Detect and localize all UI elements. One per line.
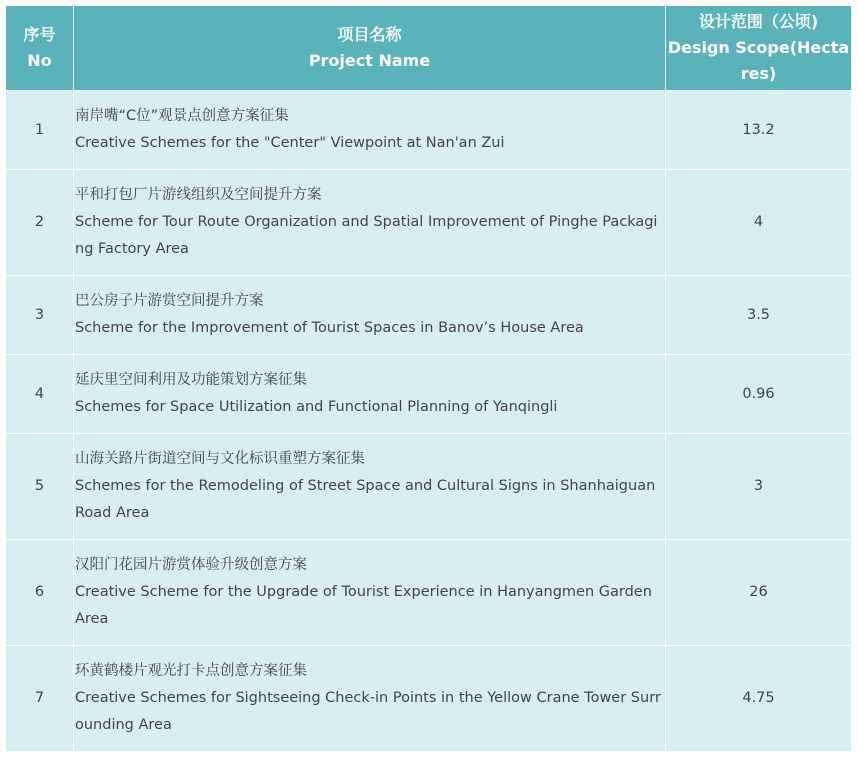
project-name-en: Creative Schemes for Sightseeing Check-in Points in the Yellow Crane Tower Surrounding Area	[75, 690, 661, 733]
header-no-zh: 序号	[23, 25, 56, 44]
row-project-name	[74, 276, 666, 355]
row-no: 5	[6, 434, 74, 540]
project-name-zh: 汉阳门花园片游赏体验升级创意方案	[75, 557, 307, 573]
row-design-scope: 4.75	[666, 646, 852, 752]
table-row	[6, 646, 852, 752]
row-design-scope: 3	[666, 434, 852, 540]
project-name-en: Scheme for the Improvement of Tourist Spaces in Banov’s House Area	[75, 320, 584, 336]
row-design-scope: 3.5	[666, 276, 852, 355]
table-row	[6, 170, 852, 276]
row-design-scope: 13.2	[666, 91, 852, 170]
row-project-name	[74, 355, 666, 434]
project-name-en: Scheme for Tour Route Organization and Spatial Improvement of Pinghe Packaging Factory Area	[75, 214, 658, 257]
row-project-name	[74, 540, 666, 646]
header-scope-zh: 设计范围（公顷)	[698, 12, 819, 31]
table-row	[6, 91, 852, 170]
project-name-zh: 南岸嘴“C位”观景点创意方案征集	[75, 108, 289, 124]
row-project-name	[74, 434, 666, 540]
project-name-en: Creative Schemes for the "Center" Viewpoint at Nan'an Zui	[75, 135, 505, 151]
row-design-scope: 4	[666, 170, 852, 276]
row-project-name	[74, 646, 666, 752]
row-project-name	[74, 91, 666, 170]
project-name-zh: 环黄鹤楼片观光打卡点创意方案征集	[75, 663, 307, 679]
row-no: 2	[6, 170, 74, 276]
header-scope-en: Design Scope(Hectares)	[667, 38, 850, 83]
row-no: 3	[6, 276, 74, 355]
row-no: 6	[6, 540, 74, 646]
projects-table-container	[5, 5, 851, 752]
table-header-row	[6, 6, 852, 91]
project-name-zh: 巴公房子片游赏空间提升方案	[75, 293, 264, 309]
header-design-scope	[666, 6, 852, 91]
table-row	[6, 540, 852, 646]
project-name-en: Schemes for the Remodeling of Street Space and Cultural Signs in Shanhaiguan Road Area	[75, 478, 656, 521]
project-name-zh: 平和打包厂片游线组织及空间提升方案	[75, 187, 322, 203]
header-name-en: Project Name	[308, 51, 431, 70]
row-project-name	[74, 170, 666, 276]
row-no: 4	[6, 355, 74, 434]
projects-table	[5, 5, 852, 752]
row-no: 1	[6, 91, 74, 170]
row-no: 7	[6, 646, 74, 752]
table-row	[6, 434, 852, 540]
project-name-zh: 延庆里空间利用及功能策划方案征集	[75, 372, 307, 388]
project-name-en: Schemes for Space Utilization and Functional Planning of Yanqingli	[75, 399, 558, 415]
header-project-name	[74, 6, 666, 91]
header-name-zh: 项目名称	[337, 25, 402, 44]
row-design-scope: 0.96	[666, 355, 852, 434]
header-no	[6, 6, 74, 91]
header-no-en: No	[27, 51, 52, 70]
project-name-zh: 山海关路片街道空间与文化标识重塑方案征集	[75, 451, 365, 467]
row-design-scope: 26	[666, 540, 852, 646]
table-row	[6, 276, 852, 355]
project-name-en: Creative Scheme for the Upgrade of Tourist Experience in Hanyangmen Garden Area	[75, 584, 652, 627]
table-row	[6, 355, 852, 434]
